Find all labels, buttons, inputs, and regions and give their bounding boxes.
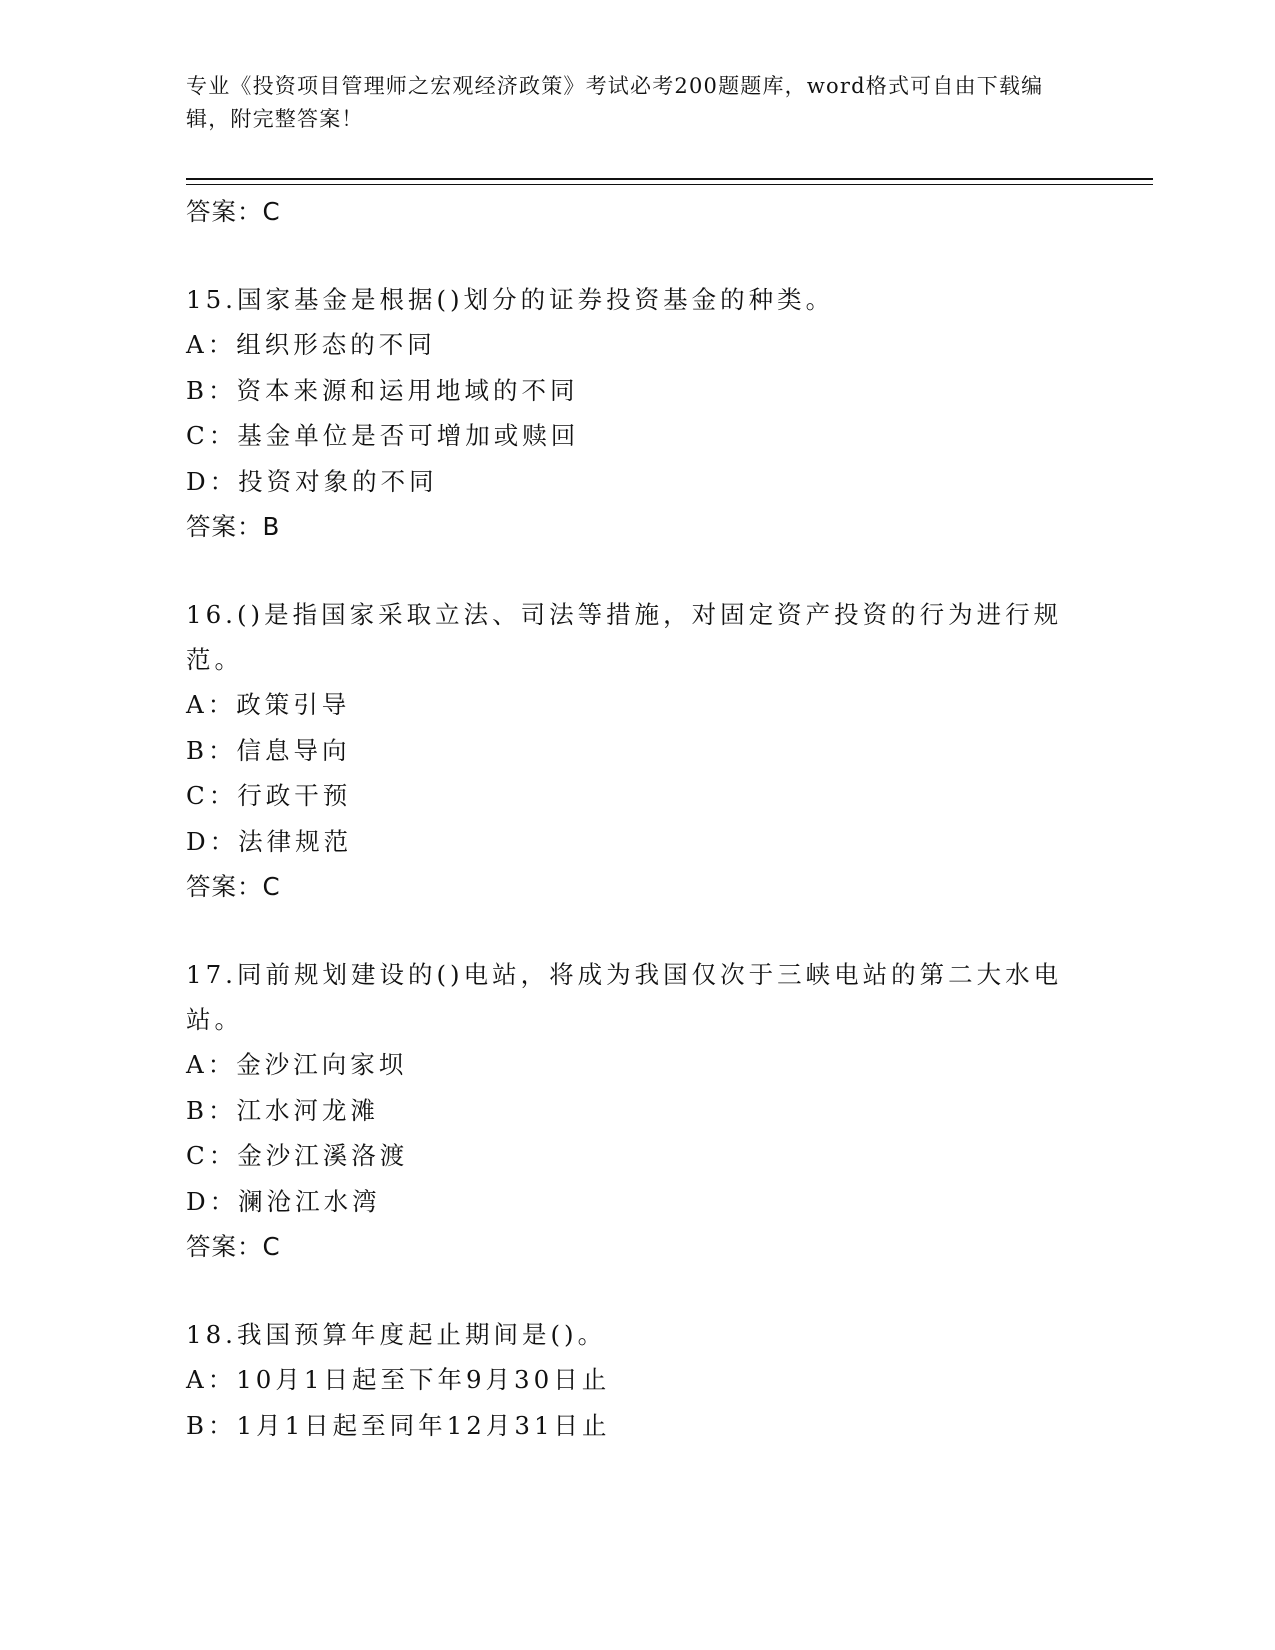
question-text: 15.国家基金是根据()划分的证券投资基金的种类。 — [186, 285, 835, 314]
question-text: 18.我国预算年度起止期间是()。 — [186, 1320, 607, 1349]
question-15 — [186, 277, 1086, 550]
answer-line: 答案：C — [186, 872, 281, 901]
question-text: 16.()是指国家采取立法、司法等措施，对固定资产投资的行为进行规范。 — [186, 600, 1063, 674]
option-a: A：组织形态的不同 — [186, 330, 436, 359]
question-18 — [186, 1312, 1086, 1448]
option-c: C：基金单位是否可增加或赎回 — [186, 421, 580, 450]
option-b: B：1月1日起至同年12月31日止 — [186, 1410, 611, 1440]
document-header: 专业《投资项目管理师之宏观经济政策》考试必考200题题库，word格式可自由下载编辑，附完整答案！ — [186, 74, 1044, 131]
answer-line: 答案：C — [186, 197, 281, 226]
option-a: A：10月1日起至下年9月30日止 — [186, 1365, 611, 1394]
answer-line: 答案：B — [186, 512, 281, 541]
header-divider — [186, 178, 1153, 185]
option-b: B：资本来源和运用地域的不同 — [186, 375, 579, 405]
option-a: A：金沙江向家坝 — [186, 1050, 408, 1079]
option-a: A：政策引导 — [186, 690, 351, 719]
question-17 — [186, 952, 1086, 1270]
option-c: C：金沙江溪洛渡 — [186, 1141, 409, 1170]
option-c: C：行政干预 — [186, 781, 352, 810]
question-text: 17.同前规划建设的()电站，将成为我国仅次于三峡电站的第二大水电站。 — [186, 960, 1063, 1034]
option-b: B：江水河龙滩 — [186, 1095, 380, 1125]
option-d: D：法律规范 — [186, 826, 353, 856]
option-b: B：信息导向 — [186, 735, 351, 765]
option-d: D：投资对象的不同 — [186, 466, 438, 496]
option-d: D：澜沧江水湾 — [186, 1186, 381, 1216]
question-list — [186, 189, 1086, 1448]
answer-line: 答案：C — [186, 1232, 281, 1261]
question-16 — [186, 592, 1086, 910]
